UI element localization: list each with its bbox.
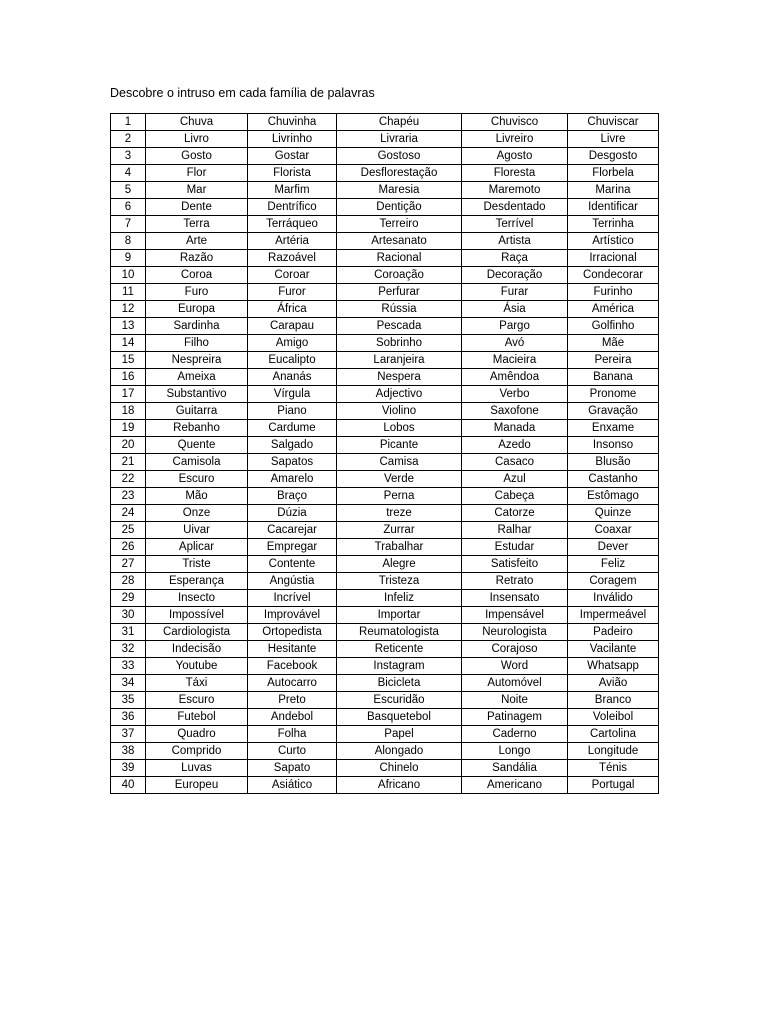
row-number-cell: 32 <box>111 641 146 658</box>
word-cell: Gravação <box>568 403 659 420</box>
word-cell: Aplicar <box>146 539 248 556</box>
word-cell: Vacilante <box>568 641 659 658</box>
word-cell: Cardume <box>248 420 337 437</box>
row-number-cell: 24 <box>111 505 146 522</box>
word-cell: Camisola <box>146 454 248 471</box>
word-cell: Quente <box>146 437 248 454</box>
table-row <box>111 692 659 709</box>
table-row <box>111 454 659 471</box>
word-cell: Irracional <box>568 250 659 267</box>
word-cell: Artéria <box>248 233 337 250</box>
word-cell: Flor <box>146 165 248 182</box>
word-cell: Amigo <box>248 335 337 352</box>
word-cell: Longitude <box>568 743 659 760</box>
word-cell: Pescada <box>337 318 462 335</box>
word-cell: Avião <box>568 675 659 692</box>
word-cell: Quadro <box>146 726 248 743</box>
row-number-cell: 7 <box>111 216 146 233</box>
word-cell: Terrível <box>462 216 568 233</box>
word-cell: Artesanato <box>337 233 462 250</box>
word-cell: Piano <box>248 403 337 420</box>
row-number-cell: 26 <box>111 539 146 556</box>
word-cell: Arte <box>146 233 248 250</box>
table-body <box>111 114 659 794</box>
word-cell: Violino <box>337 403 462 420</box>
word-cell: Coroação <box>337 267 462 284</box>
word-cell: Avó <box>462 335 568 352</box>
word-cell: Andebol <box>248 709 337 726</box>
word-cell: Livrinho <box>248 131 337 148</box>
word-cell: Word <box>462 658 568 675</box>
word-cell: Retrato <box>462 573 568 590</box>
word-cell: Youtube <box>146 658 248 675</box>
row-number-cell: 33 <box>111 658 146 675</box>
word-cell: Estudar <box>462 539 568 556</box>
table-row <box>111 709 659 726</box>
word-cell: Noite <box>462 692 568 709</box>
table-row <box>111 522 659 539</box>
word-cell: Insonso <box>568 437 659 454</box>
word-cell: Alongado <box>337 743 462 760</box>
word-cell: Coaxar <box>568 522 659 539</box>
word-cell: Quinze <box>568 505 659 522</box>
word-cell: Mão <box>146 488 248 505</box>
word-cell: Rússia <box>337 301 462 318</box>
word-cell: Razão <box>146 250 248 267</box>
word-cell: Catorze <box>462 505 568 522</box>
word-cell: Nespera <box>337 369 462 386</box>
row-number-cell: 21 <box>111 454 146 471</box>
word-cell: Manada <box>462 420 568 437</box>
word-cell: Perfurar <box>337 284 462 301</box>
word-cell: Maremoto <box>462 182 568 199</box>
word-cell: Golfinho <box>568 318 659 335</box>
word-cell: Perna <box>337 488 462 505</box>
row-number-cell: 25 <box>111 522 146 539</box>
row-number-cell: 17 <box>111 386 146 403</box>
word-cell: Braço <box>248 488 337 505</box>
word-cell: Indecisão <box>146 641 248 658</box>
word-cell: Terrinha <box>568 216 659 233</box>
word-cell: Impensável <box>462 607 568 624</box>
word-cell: Coragem <box>568 573 659 590</box>
word-cell: Pronome <box>568 386 659 403</box>
word-cell: Condecorar <box>568 267 659 284</box>
word-cell: Marina <box>568 182 659 199</box>
table-row <box>111 148 659 165</box>
row-number-cell: 15 <box>111 352 146 369</box>
word-cell: Maresia <box>337 182 462 199</box>
row-number-cell: 6 <box>111 199 146 216</box>
word-cell: Verde <box>337 471 462 488</box>
word-cell: Chapéu <box>337 114 462 131</box>
word-cell: Livraria <box>337 131 462 148</box>
word-cell: Terráqueo <box>248 216 337 233</box>
word-cell: Instagram <box>337 658 462 675</box>
word-cell: Lobos <box>337 420 462 437</box>
word-cell: Importar <box>337 607 462 624</box>
word-cell: Coroa <box>146 267 248 284</box>
word-cell: Salgado <box>248 437 337 454</box>
row-number-cell: 1 <box>111 114 146 131</box>
row-number-cell: 35 <box>111 692 146 709</box>
row-number-cell: 23 <box>111 488 146 505</box>
word-cell: Furor <box>248 284 337 301</box>
word-cell: Estômago <box>568 488 659 505</box>
row-number-cell: 14 <box>111 335 146 352</box>
word-cell: Substantivo <box>146 386 248 403</box>
word-cell: Raça <box>462 250 568 267</box>
word-cell: Livre <box>568 131 659 148</box>
row-number-cell: 40 <box>111 777 146 794</box>
word-cell: Triste <box>146 556 248 573</box>
word-cell: Zurrar <box>337 522 462 539</box>
table-row <box>111 114 659 131</box>
table-row <box>111 369 659 386</box>
word-cell: Filho <box>146 335 248 352</box>
word-cell: Improvável <box>248 607 337 624</box>
word-cell: Dentrífico <box>248 199 337 216</box>
row-number-cell: 2 <box>111 131 146 148</box>
word-cell: Macieira <box>462 352 568 369</box>
row-number-cell: 8 <box>111 233 146 250</box>
table-row <box>111 284 659 301</box>
row-number-cell: 5 <box>111 182 146 199</box>
word-cell: Táxi <box>146 675 248 692</box>
word-cell: Patinagem <box>462 709 568 726</box>
row-number-cell: 16 <box>111 369 146 386</box>
table-row <box>111 471 659 488</box>
word-cell: Desdentado <box>462 199 568 216</box>
word-cell: Enxame <box>568 420 659 437</box>
word-cell: Preto <box>248 692 337 709</box>
word-cell: Inválido <box>568 590 659 607</box>
row-number-cell: 34 <box>111 675 146 692</box>
word-cell: Amêndoa <box>462 369 568 386</box>
table-row <box>111 675 659 692</box>
word-cell: Empregar <box>248 539 337 556</box>
word-cell: Angústia <box>248 573 337 590</box>
word-cell: Cartolina <box>568 726 659 743</box>
word-cell: Floresta <box>462 165 568 182</box>
row-number-cell: 30 <box>111 607 146 624</box>
word-cell: Dentição <box>337 199 462 216</box>
word-cell: Coroar <box>248 267 337 284</box>
word-cell: Livreiro <box>462 131 568 148</box>
word-cell: Razoável <box>248 250 337 267</box>
word-cell: Trabalhar <box>337 539 462 556</box>
table-row <box>111 250 659 267</box>
table-row <box>111 131 659 148</box>
word-cell: Onze <box>146 505 248 522</box>
table-row <box>111 590 659 607</box>
word-cell: Folha <box>248 726 337 743</box>
word-cell: Padeiro <box>568 624 659 641</box>
table-row <box>111 743 659 760</box>
row-number-cell: 37 <box>111 726 146 743</box>
word-cell: Contente <box>248 556 337 573</box>
word-cell: Facebook <box>248 658 337 675</box>
row-number-cell: 11 <box>111 284 146 301</box>
word-cell: Racional <box>337 250 462 267</box>
word-cell: Blusão <box>568 454 659 471</box>
row-number-cell: 39 <box>111 760 146 777</box>
word-cell: Sapatos <box>248 454 337 471</box>
row-number-cell: 27 <box>111 556 146 573</box>
word-cell: Carapau <box>248 318 337 335</box>
word-cell: Casaco <box>462 454 568 471</box>
table-row <box>111 216 659 233</box>
word-cell: Ananás <box>248 369 337 386</box>
word-cell: Amarelo <box>248 471 337 488</box>
word-cell: Terra <box>146 216 248 233</box>
row-number-cell: 18 <box>111 403 146 420</box>
word-cell: Comprido <box>146 743 248 760</box>
word-cell: Castanho <box>568 471 659 488</box>
word-cell: Camisa <box>337 454 462 471</box>
word-cell: Automóvel <box>462 675 568 692</box>
word-cell: Sardinha <box>146 318 248 335</box>
word-cell: Escuro <box>146 471 248 488</box>
row-number-cell: 22 <box>111 471 146 488</box>
word-family-table <box>110 113 659 794</box>
word-cell: Reumatologista <box>337 624 462 641</box>
word-cell: Sapato <box>248 760 337 777</box>
word-cell: Dever <box>568 539 659 556</box>
word-cell: Mãe <box>568 335 659 352</box>
word-cell: Terreiro <box>337 216 462 233</box>
table-row <box>111 233 659 250</box>
word-cell: Furar <box>462 284 568 301</box>
table-row <box>111 420 659 437</box>
table-row <box>111 182 659 199</box>
word-cell: Europa <box>146 301 248 318</box>
word-cell: Nespreira <box>146 352 248 369</box>
word-cell: Escuridão <box>337 692 462 709</box>
word-cell: Autocarro <box>248 675 337 692</box>
word-cell: Saxofone <box>462 403 568 420</box>
word-cell: Whatsapp <box>568 658 659 675</box>
table-row <box>111 386 659 403</box>
row-number-cell: 4 <box>111 165 146 182</box>
word-cell: Cabeça <box>462 488 568 505</box>
word-cell: Azedo <box>462 437 568 454</box>
word-cell: Dúzia <box>248 505 337 522</box>
word-cell: Americano <box>462 777 568 794</box>
row-number-cell: 19 <box>111 420 146 437</box>
word-cell: Insecto <box>146 590 248 607</box>
word-cell: Ténis <box>568 760 659 777</box>
table-row <box>111 607 659 624</box>
table-row <box>111 488 659 505</box>
table-row <box>111 403 659 420</box>
table-row <box>111 199 659 216</box>
word-cell: Chinelo <box>337 760 462 777</box>
word-cell: África <box>248 301 337 318</box>
word-cell: Dente <box>146 199 248 216</box>
table-row <box>111 437 659 454</box>
word-cell: Chuvisco <box>462 114 568 131</box>
word-cell: Verbo <box>462 386 568 403</box>
table-row <box>111 641 659 658</box>
row-number-cell: 38 <box>111 743 146 760</box>
word-cell: Corajoso <box>462 641 568 658</box>
word-cell: Desgosto <box>568 148 659 165</box>
row-number-cell: 3 <box>111 148 146 165</box>
word-cell: Laranjeira <box>337 352 462 369</box>
table-row <box>111 267 659 284</box>
word-cell: Insensato <box>462 590 568 607</box>
word-cell: Curto <box>248 743 337 760</box>
word-cell: Sobrinho <box>337 335 462 352</box>
row-number-cell: 31 <box>111 624 146 641</box>
row-number-cell: 13 <box>111 318 146 335</box>
table-row <box>111 777 659 794</box>
word-cell: Artista <box>462 233 568 250</box>
word-cell: Caderno <box>462 726 568 743</box>
word-cell: Impossível <box>146 607 248 624</box>
word-cell: Florbela <box>568 165 659 182</box>
word-cell: Azul <box>462 471 568 488</box>
word-cell: Ortopedista <box>248 624 337 641</box>
word-cell: Impermeável <box>568 607 659 624</box>
word-cell: Bicicleta <box>337 675 462 692</box>
row-number-cell: 28 <box>111 573 146 590</box>
word-cell: Livro <box>146 131 248 148</box>
page-title: Descobre o intruso em cada família de palavras <box>110 86 375 100</box>
word-cell: América <box>568 301 659 318</box>
table-row <box>111 624 659 641</box>
row-number-cell: 20 <box>111 437 146 454</box>
word-cell: Adjectivo <box>337 386 462 403</box>
word-cell: Luvas <box>146 760 248 777</box>
word-cell: Guitarra <box>146 403 248 420</box>
word-cell: Picante <box>337 437 462 454</box>
word-cell: Africano <box>337 777 462 794</box>
table-row <box>111 505 659 522</box>
word-cell: Furo <box>146 284 248 301</box>
word-cell: Reticente <box>337 641 462 658</box>
word-cell: Hesitante <box>248 641 337 658</box>
word-cell: Neurologista <box>462 624 568 641</box>
word-cell: Papel <box>337 726 462 743</box>
word-cell: Desflorestação <box>337 165 462 182</box>
word-cell: Escuro <box>146 692 248 709</box>
table-row <box>111 335 659 352</box>
word-cell: Chuvinha <box>248 114 337 131</box>
word-cell: Identificar <box>568 199 659 216</box>
table-row <box>111 165 659 182</box>
word-cell: Satisfeito <box>462 556 568 573</box>
word-cell: Furinho <box>568 284 659 301</box>
row-number-cell: 29 <box>111 590 146 607</box>
word-cell: Longo <box>462 743 568 760</box>
word-cell: Chuviscar <box>568 114 659 131</box>
word-cell: Tristeza <box>337 573 462 590</box>
row-number-cell: 9 <box>111 250 146 267</box>
word-cell: Cacarejar <box>248 522 337 539</box>
row-number-cell: 10 <box>111 267 146 284</box>
word-cell: treze <box>337 505 462 522</box>
word-cell: Voleibol <box>568 709 659 726</box>
word-cell: Ásia <box>462 301 568 318</box>
table-row <box>111 301 659 318</box>
word-cell: Marfim <box>248 182 337 199</box>
word-cell: Mar <box>146 182 248 199</box>
word-cell: Uivar <box>146 522 248 539</box>
word-cell: Infeliz <box>337 590 462 607</box>
word-cell: Artístico <box>568 233 659 250</box>
word-cell: Alegre <box>337 556 462 573</box>
word-cell: Chuva <box>146 114 248 131</box>
word-cell: Cardiologista <box>146 624 248 641</box>
word-cell: Europeu <box>146 777 248 794</box>
table-row <box>111 318 659 335</box>
word-cell: Asiático <box>248 777 337 794</box>
word-cell: Ameixa <box>146 369 248 386</box>
word-cell: Gosto <box>146 148 248 165</box>
word-cell: Futebol <box>146 709 248 726</box>
row-number-cell: 36 <box>111 709 146 726</box>
word-cell: Vírgula <box>248 386 337 403</box>
word-cell: Incrível <box>248 590 337 607</box>
word-cell: Gostar <box>248 148 337 165</box>
word-cell: Gostoso <box>337 148 462 165</box>
word-cell: Pereira <box>568 352 659 369</box>
word-cell: Ralhar <box>462 522 568 539</box>
table-row <box>111 760 659 777</box>
row-number-cell: 12 <box>111 301 146 318</box>
table-row <box>111 556 659 573</box>
word-cell: Florista <box>248 165 337 182</box>
word-cell: Branco <box>568 692 659 709</box>
table-row <box>111 539 659 556</box>
table-row <box>111 573 659 590</box>
word-cell: Sandália <box>462 760 568 777</box>
word-cell: Feliz <box>568 556 659 573</box>
word-cell: Rebanho <box>146 420 248 437</box>
word-cell: Portugal <box>568 777 659 794</box>
word-cell: Decoração <box>462 267 568 284</box>
word-cell: Basquetebol <box>337 709 462 726</box>
word-cell: Pargo <box>462 318 568 335</box>
word-cell: Banana <box>568 369 659 386</box>
word-cell: Eucalipto <box>248 352 337 369</box>
table-row <box>111 352 659 369</box>
word-cell: Esperança <box>146 573 248 590</box>
word-cell: Agosto <box>462 148 568 165</box>
table-row <box>111 658 659 675</box>
table-row <box>111 726 659 743</box>
